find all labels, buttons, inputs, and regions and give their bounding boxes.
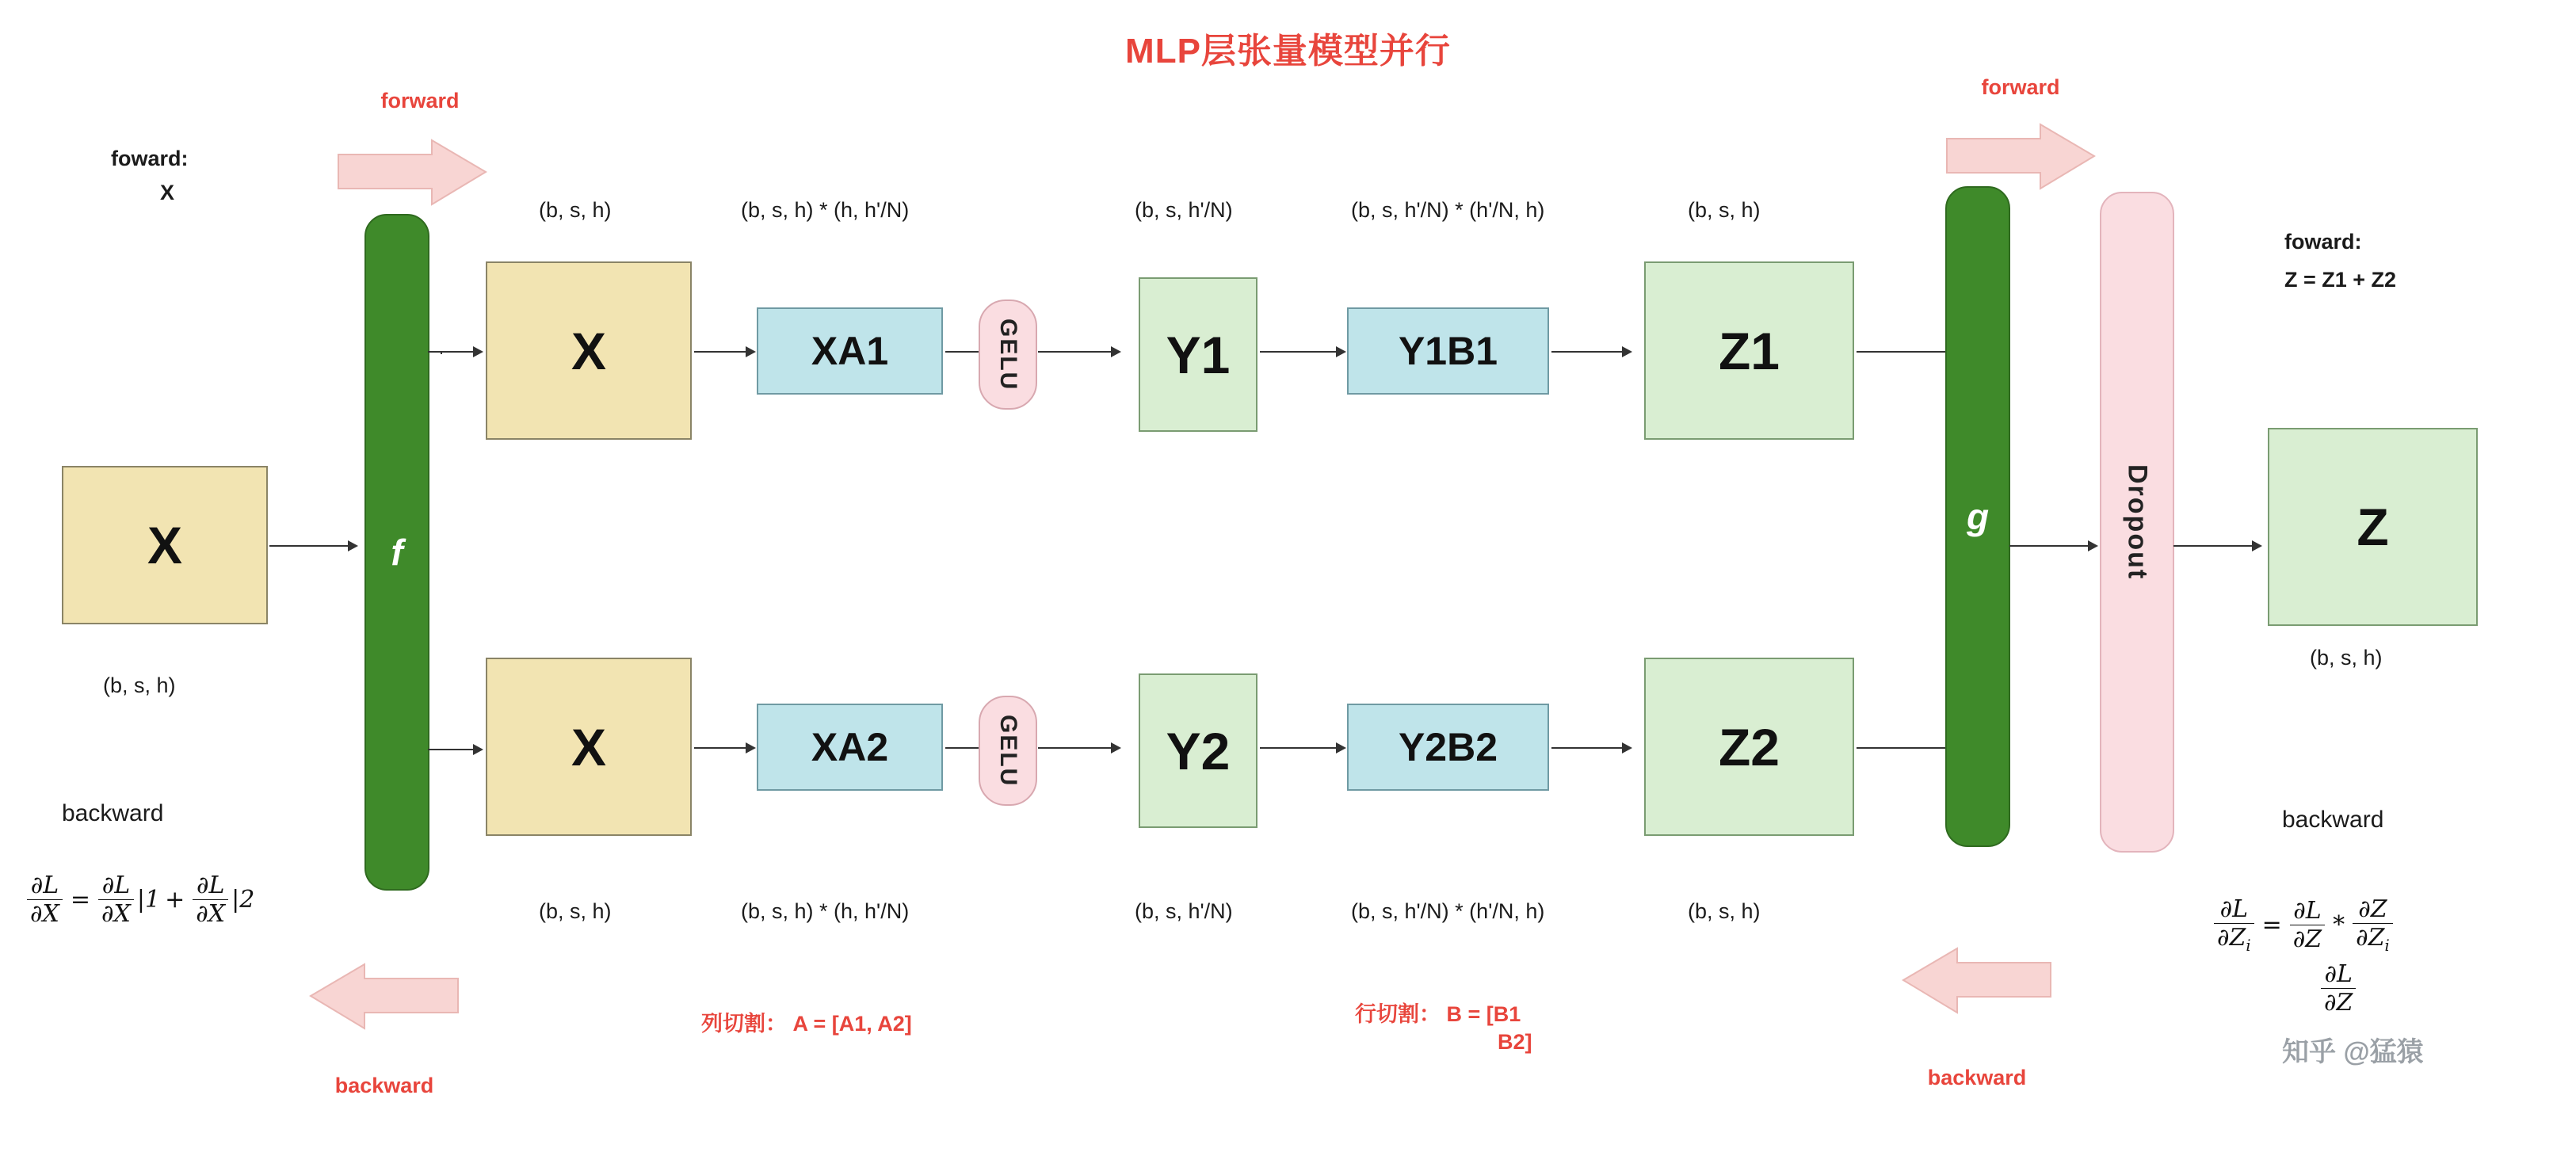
- output-z-node: [2268, 428, 2478, 626]
- dropout-label: Dropout: [2122, 464, 2153, 581]
- top-z1-label: Z1: [1718, 321, 1780, 380]
- lf-t1-num: ∂L: [101, 872, 131, 899]
- backward-label-left: backward: [334, 1074, 434, 1097]
- top-gelu-label: GELU: [995, 318, 1021, 391]
- top-z1-node: [1644, 261, 1854, 440]
- rf-t2-sub: i: [2384, 937, 2390, 955]
- top-x-node: [486, 261, 692, 440]
- lf-t1-den: ∂X: [98, 899, 134, 928]
- rf-t3-den: ∂Z: [2321, 988, 2356, 1017]
- top-x-label: X: [571, 321, 607, 380]
- rf-lhs-den: ∂Z: [2217, 924, 2246, 952]
- lf-eq: =: [70, 886, 91, 914]
- top-y1b1-node: [1347, 307, 1549, 395]
- input-x-label: X: [147, 516, 183, 574]
- top-y1b1-label: Y1B1: [1398, 329, 1498, 373]
- connector-bottom-x-to-xa2: [694, 747, 754, 749]
- connector-y2-to-y2b2: [1260, 747, 1345, 749]
- backward-label-right: backward: [1927, 1066, 2027, 1089]
- backward-formula-right: [2211, 895, 2396, 955]
- f-gate-node: [364, 214, 429, 891]
- bottom-yb-shape-label: (b, s, h'/N) * (h'/N, h): [1351, 899, 1545, 923]
- output-z-shape-label: (b, s, h): [2310, 646, 2383, 670]
- rf-t2-den: ∂Z: [2356, 924, 2385, 952]
- bottom-x-node: [486, 658, 692, 836]
- rf-lhs-sub: i: [2246, 937, 2251, 955]
- page-title: MLP层张量模型并行: [1125, 32, 1451, 71]
- row-split-label-line2: B2]: [1498, 1030, 1532, 1054]
- backward-text-right: backward: [2282, 807, 2384, 833]
- rf-t1-den: ∂Z: [2290, 925, 2325, 953]
- connector-y1b1-to-z1: [1551, 351, 1631, 353]
- bottom-xa2-label: XA2: [811, 725, 889, 769]
- connector-f-to-bottom-x: [428, 749, 482, 750]
- bottom-y-shape-label: (b, s, h'/N): [1135, 899, 1233, 923]
- watermark-text: 知乎 @猛猿: [2282, 1037, 2424, 1067]
- connector-f-to-top-x: [428, 351, 482, 353]
- g-gate-node: [1945, 186, 2010, 847]
- forward-label-right: forward: [1981, 75, 2060, 99]
- rf-eq: =: [2261, 911, 2282, 939]
- forward-label-left: forward: [380, 89, 460, 113]
- top-y-shape-label: (b, s, h'/N): [1135, 198, 1233, 222]
- bottom-gelu-node: [979, 696, 1037, 806]
- top-z-shape-label: (b, s, h): [1688, 198, 1761, 222]
- top-xa1-label: XA1: [811, 329, 889, 373]
- lf-plus: +: [165, 886, 185, 914]
- bottom-xa-shape-label: (b, s, h) * (h, h'/N): [741, 899, 910, 923]
- bottom-y2-label: Y2: [1166, 721, 1231, 780]
- bottom-x-label: X: [571, 717, 607, 776]
- backward-arrow-right: [1902, 947, 2052, 1014]
- backward-text-left: backward: [62, 800, 164, 826]
- row-split-label-line1: 行切割： B = [B1: [1355, 1002, 1521, 1026]
- rf-lhs-num: ∂L: [2219, 895, 2249, 923]
- input-x-shape-label: (b, s, h): [103, 673, 176, 697]
- foward-z-label-line1: foward:: [2284, 230, 2362, 254]
- bottom-y2b2-node: [1347, 704, 1549, 791]
- connector-x-to-f: [269, 545, 357, 547]
- foward-x-label-line1: foward:: [111, 147, 189, 170]
- connector-y1-to-y1b1: [1260, 351, 1345, 353]
- bottom-y2b2-label: Y2B2: [1398, 725, 1498, 769]
- rf-t2-num: ∂Z: [2358, 895, 2387, 923]
- connector-g-to-dropout: [2009, 545, 2097, 547]
- top-xa-shape-label: (b, s, h) * (h, h'/N): [741, 198, 910, 222]
- top-yb-shape-label: (b, s, h'/N) * (h'/N, h): [1351, 198, 1545, 222]
- bottom-y2-node: [1139, 673, 1257, 828]
- g-gate-label: g: [1966, 496, 1990, 537]
- connector-y2b2-to-z2: [1551, 747, 1631, 749]
- lf-t2-num: ∂L: [196, 872, 225, 899]
- top-gelu-node: [979, 299, 1037, 410]
- top-y1-label: Y1: [1166, 325, 1231, 384]
- bottom-z-shape-label: (b, s, h): [1688, 899, 1761, 923]
- bottom-z2-node: [1644, 658, 1854, 836]
- lf-t2-suffix: |2: [231, 886, 255, 914]
- bottom-z2-label: Z2: [1718, 717, 1780, 776]
- f-gate-label: f: [391, 532, 403, 573]
- connector-gelu-to-y1: [1038, 351, 1120, 353]
- lf-t2-den: ∂X: [193, 899, 228, 928]
- connector-dropout-to-z: [2173, 545, 2261, 547]
- rf-mul: *: [2333, 911, 2345, 939]
- dropout-node: [2100, 192, 2174, 853]
- top-x-shape-label: (b, s, h): [539, 198, 612, 222]
- foward-z-label-line2: Z = Z1 + Z2: [2284, 268, 2397, 292]
- backward-arrow-left: [309, 963, 460, 1030]
- backward-formula-left: [24, 872, 254, 928]
- bottom-xa2-node: [757, 704, 943, 791]
- backward-formula-right-extra: [2318, 960, 2359, 1017]
- bottom-gelu-label: GELU: [995, 714, 1021, 788]
- lf-lhs-den: ∂X: [27, 899, 63, 928]
- watermark: [2282, 1030, 2424, 1069]
- top-y1-node: [1139, 277, 1257, 432]
- column-split-label: 列切割： A = [A1, A2]: [701, 1012, 912, 1036]
- bottom-x-shape-label: (b, s, h): [539, 899, 612, 923]
- forward-arrow-left: [337, 139, 487, 206]
- top-xa1-node: [757, 307, 943, 395]
- connector-z1-to-g: [1857, 351, 1956, 353]
- rf-t1-num: ∂L: [2293, 897, 2322, 925]
- connector-gelu-to-y2: [1038, 747, 1120, 749]
- forward-arrow-right: [1945, 123, 2096, 190]
- input-x-node: [62, 466, 268, 624]
- foward-x-label-line2: X: [160, 181, 175, 204]
- connector-z2-to-g: [1857, 747, 1956, 749]
- lf-lhs-num: ∂L: [30, 872, 59, 899]
- output-z-label: Z: [2357, 498, 2389, 556]
- connector-top-x-to-xa1: [694, 351, 754, 353]
- lf-t1-suffix: |1: [136, 886, 161, 914]
- rf-t3-num: ∂L: [2324, 960, 2353, 988]
